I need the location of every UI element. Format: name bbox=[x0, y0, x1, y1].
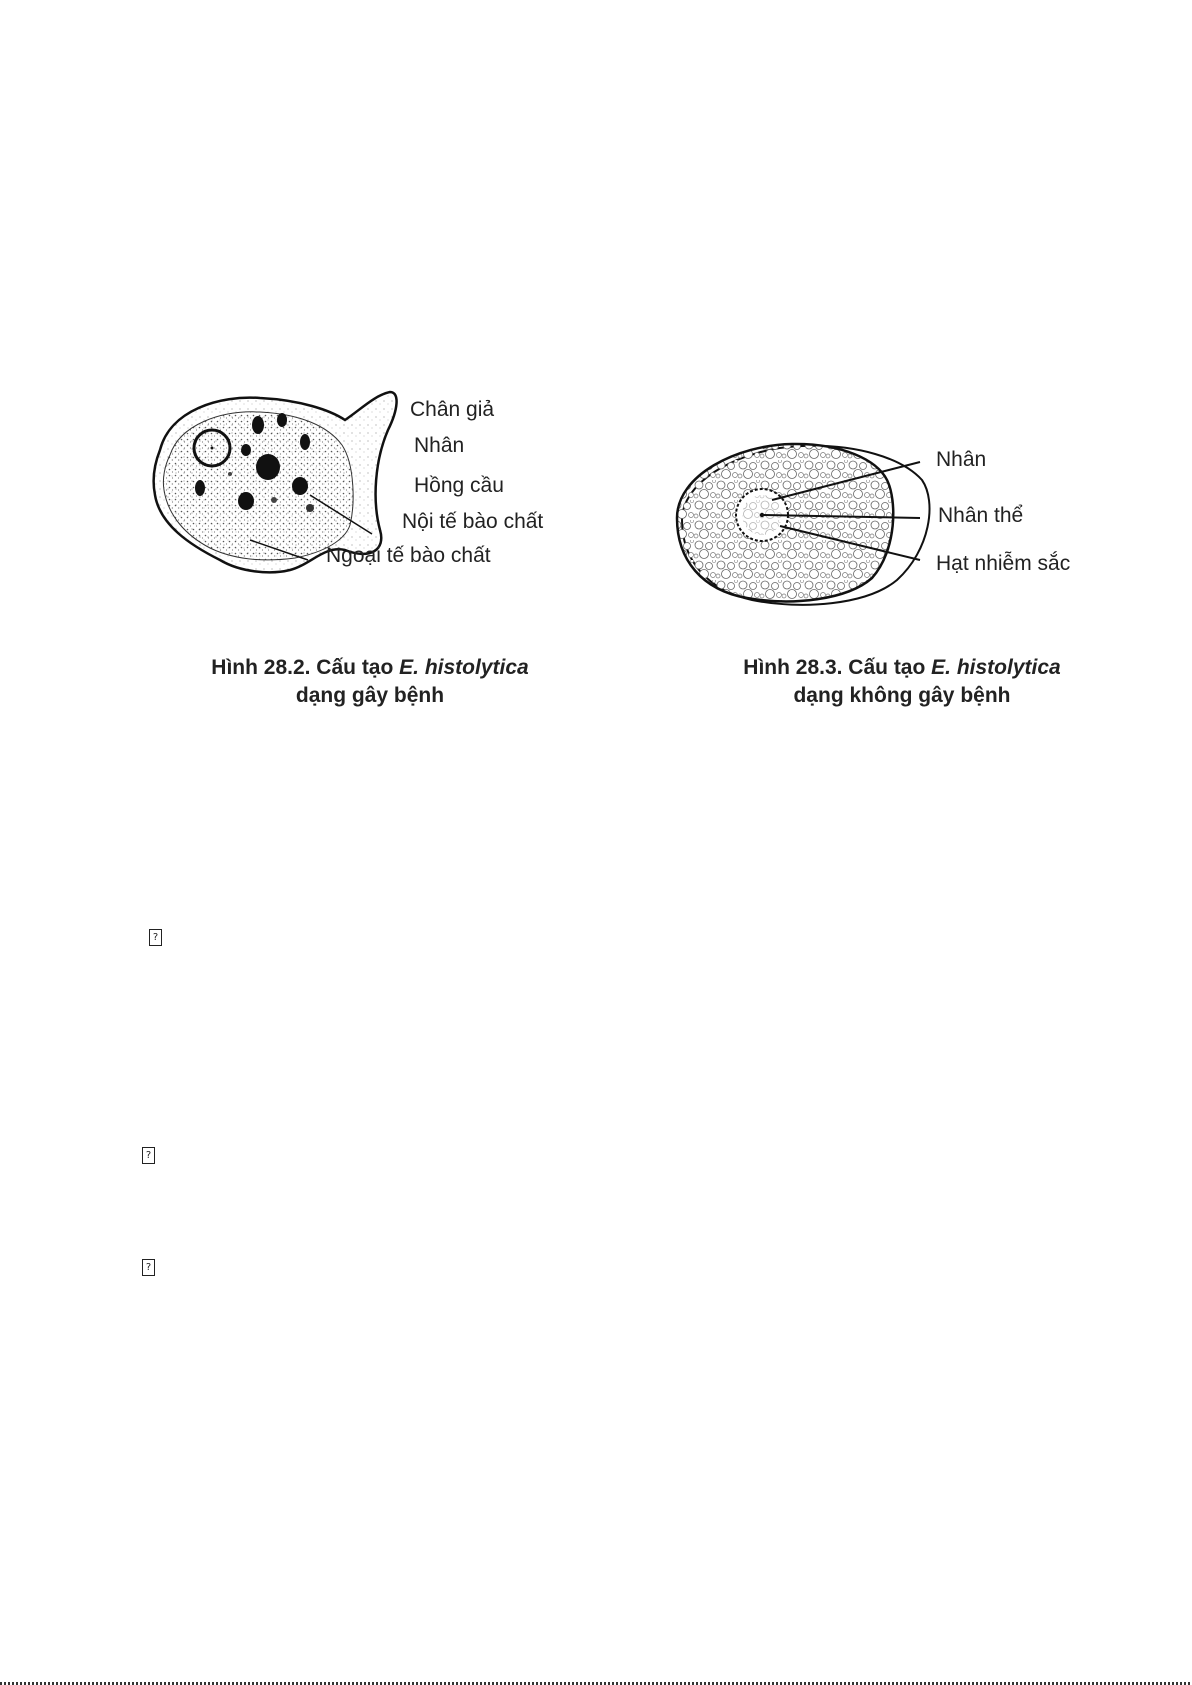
label-nucleus: Nhân bbox=[414, 434, 465, 457]
caption-pathogenic-second-line: dạng gây bệnh bbox=[295, 684, 445, 707]
caption-non-pathogenic-second-line: dạng không gây bệnh bbox=[793, 684, 1011, 707]
caption-non-pathogenic-species: E. histolytica bbox=[931, 656, 1061, 679]
missing-glyph-icon: ? bbox=[142, 1147, 155, 1164]
figure-pathogenic bbox=[150, 390, 590, 620]
amoeba-non-pathogenic-illustration bbox=[672, 440, 1132, 610]
missing-glyph-icon: ? bbox=[149, 929, 162, 946]
caption-pathogenic-species: E. histolytica bbox=[399, 656, 529, 679]
label-ectoplasm: Ngoại tế bào chất bbox=[326, 544, 491, 567]
caption-non-pathogenic-lead: Hình 28.3. Cấu tạo bbox=[743, 656, 932, 679]
amoeba-pathogenic-illustration bbox=[150, 390, 590, 620]
label-pseudopod: Chân giả bbox=[410, 398, 495, 421]
caption-non-pathogenic bbox=[672, 654, 1132, 710]
caption-pathogenic bbox=[150, 654, 590, 710]
label-red-blood-cell: Hồng cầu bbox=[414, 474, 504, 497]
figure-non-pathogenic bbox=[672, 440, 1132, 610]
label-endoplasm: Nội tế bào chất bbox=[402, 510, 544, 533]
label-chromatin: Hạt nhiễm sắc bbox=[936, 552, 1071, 575]
caption-pathogenic-lead: Hình 28.2. Cấu tạo bbox=[211, 656, 400, 679]
label-nucleus: Nhân bbox=[936, 448, 987, 471]
missing-glyph-icon: ? bbox=[142, 1259, 155, 1276]
label-karyosome: Nhân thể bbox=[938, 504, 1024, 527]
